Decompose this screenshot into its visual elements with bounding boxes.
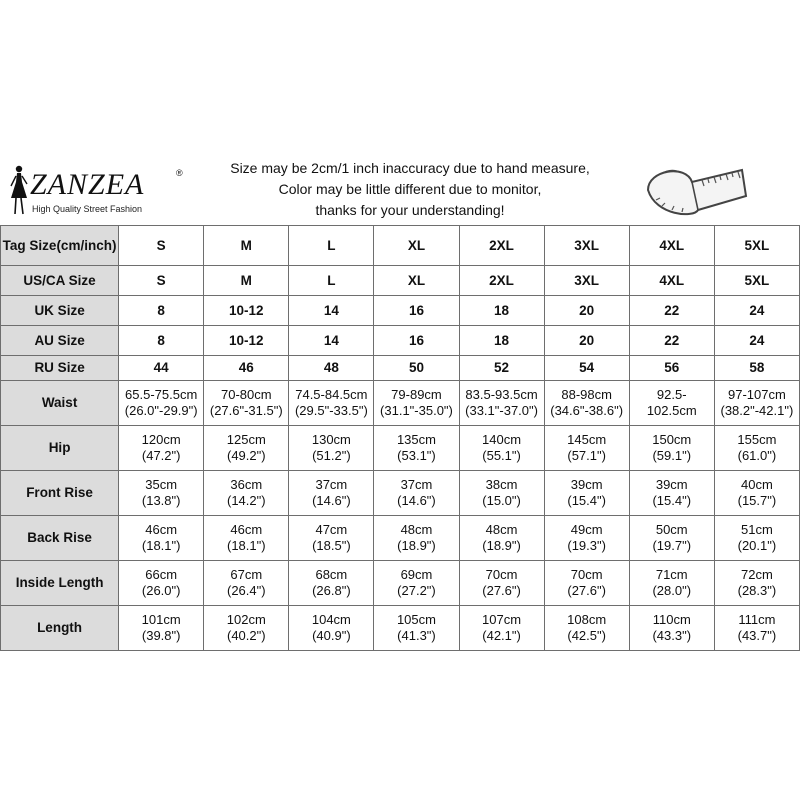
size-cell — [714, 266, 799, 296]
cell-value: 52 — [494, 360, 510, 375]
cell-value: 70cm — [485, 567, 518, 582]
row-label-text: Hip — [48, 440, 71, 455]
cell-value-secondary: (27.6") — [567, 583, 606, 598]
row-label-text: Tag Size — [2, 237, 57, 253]
cell-value: 48cm — [400, 522, 433, 537]
table-row — [1, 516, 800, 561]
size-cell — [374, 471, 459, 516]
size-cell — [119, 471, 204, 516]
cell-value: 20 — [579, 332, 595, 348]
cell-value: 49cm — [570, 522, 603, 537]
row-label — [1, 426, 119, 471]
cell-value: S — [156, 272, 166, 288]
size-cell — [629, 226, 714, 266]
cell-value: 4XL — [659, 272, 685, 288]
cell-value: 10-12 — [229, 302, 264, 318]
cell-value-secondary: (61.0") — [737, 448, 777, 463]
cell-value: 102cm — [226, 612, 266, 627]
cell-value-secondary: (19.3") — [567, 538, 606, 553]
size-cell — [204, 226, 289, 266]
size-cell — [204, 266, 289, 296]
cell-value-secondary: (13.8") — [141, 493, 181, 508]
cell-value-secondary: (26.0"-29.9") — [124, 403, 198, 418]
cell-value: 120cm — [141, 432, 181, 447]
size-cell — [204, 356, 289, 381]
cell-value: 48 — [323, 360, 339, 375]
cell-value-secondary: (43.7") — [737, 628, 777, 643]
cell-value-secondary: (28.3") — [737, 583, 777, 598]
cell-value-secondary: (26.0") — [141, 583, 181, 598]
woman-silhouette-icon — [8, 164, 30, 216]
registered-mark: ® — [176, 168, 183, 178]
size-cell — [289, 606, 374, 651]
size-cell — [544, 326, 629, 356]
size-cell — [374, 266, 459, 296]
size-cell — [629, 381, 714, 426]
cell-value-secondary: (27.2") — [397, 583, 436, 598]
cell-value-secondary: (18.1") — [141, 538, 181, 553]
cell-value: 2XL — [489, 272, 514, 288]
size-cell — [204, 471, 289, 516]
cell-value-secondary: (15.7") — [737, 493, 777, 508]
size-cell — [374, 326, 459, 356]
row-label-text: Front Rise — [26, 485, 93, 500]
cell-value: 150cm — [652, 432, 692, 447]
cell-value: 46cm — [145, 522, 178, 537]
cell-value: 5XL — [744, 272, 770, 288]
cell-value-secondary: (40.2") — [226, 628, 266, 643]
size-cell — [374, 426, 459, 471]
cell-value: 8 — [157, 302, 165, 318]
cell-value-secondary: (31.1"-35.0") — [380, 403, 453, 418]
cell-value-secondary: (14.6") — [397, 493, 436, 508]
cell-value: 110cm — [652, 612, 691, 627]
size-cell — [119, 606, 204, 651]
cell-value: 8 — [157, 332, 165, 348]
cell-value: 101cm — [141, 612, 181, 627]
size-cell — [204, 381, 289, 426]
size-cell — [459, 471, 544, 516]
size-cell — [459, 606, 544, 651]
cell-value-secondary: (18.9") — [482, 538, 521, 553]
cell-value-secondary: (43.3") — [652, 628, 692, 643]
cell-value: 20 — [579, 302, 595, 318]
row-label-text: Waist — [41, 395, 78, 410]
size-cell — [204, 561, 289, 606]
cell-value-secondary: (27.6") — [482, 583, 521, 598]
logo-wordmark: ZANZEA — [30, 168, 145, 201]
cell-value-secondary: (20.1") — [737, 538, 777, 553]
cell-value-secondary: (19.7") — [652, 538, 692, 553]
size-cell — [629, 471, 714, 516]
cell-value: 145cm — [567, 432, 607, 447]
measuring-tape-icon — [642, 156, 752, 224]
cell-value: 135cm — [396, 432, 436, 447]
cell-value-secondary: (47.2") — [141, 448, 181, 463]
size-cell — [289, 266, 374, 296]
size-cell — [544, 296, 629, 326]
cell-value-secondary: (26.4") — [226, 583, 266, 598]
size-cell — [459, 266, 544, 296]
cell-value-secondary: (59.1") — [652, 448, 692, 463]
cell-value: 72cm — [741, 567, 773, 582]
size-cell — [119, 226, 204, 266]
size-cell — [714, 426, 799, 471]
cell-value-secondary: (39.8") — [141, 628, 181, 643]
size-cell — [119, 426, 204, 471]
cell-value-secondary: 102.5cm — [646, 403, 697, 418]
size-cell — [459, 381, 544, 426]
notice-line: Size may be 2cm/1 inch inaccuracy due to hand measure, — [230, 160, 590, 176]
logo-tagline: High Quality Street Fashion — [32, 204, 143, 214]
cell-value: 111cm — [738, 612, 776, 627]
cell-value-secondary: (29.5"-33.5") — [294, 403, 368, 418]
size-cell — [289, 326, 374, 356]
size-cell — [459, 516, 544, 561]
cell-value: 125cm — [226, 432, 266, 447]
cell-value: 16 — [408, 302, 424, 318]
row-label — [1, 266, 119, 296]
cell-value: 14 — [323, 302, 339, 318]
notice-line: thanks for your understanding! — [315, 202, 505, 218]
size-cell — [289, 226, 374, 266]
size-cell — [289, 381, 374, 426]
cell-value: 38cm — [485, 477, 518, 492]
size-cell — [459, 426, 544, 471]
cell-value: 5XL — [744, 237, 770, 253]
cell-value-secondary: (33.1"-37.0") — [465, 403, 538, 418]
size-cell — [289, 561, 374, 606]
size-cell — [629, 326, 714, 356]
size-cell — [204, 326, 289, 356]
cell-value: 69cm — [400, 567, 433, 582]
size-cell — [204, 516, 289, 561]
cell-value: 18 — [494, 302, 510, 318]
cell-value: 18 — [494, 332, 510, 348]
cell-value: 79-89cm — [391, 387, 442, 402]
cell-value-secondary: (55.1") — [482, 448, 521, 463]
cell-value: 140cm — [482, 432, 522, 447]
size-cell — [119, 266, 204, 296]
size-cell — [459, 296, 544, 326]
cell-value: 67cm — [230, 567, 263, 582]
cell-value-secondary: (26.8") — [312, 583, 351, 598]
cell-value-secondary: (51.2") — [312, 448, 351, 463]
brand-logo — [8, 162, 183, 218]
size-cell — [544, 381, 629, 426]
size-cell — [714, 381, 799, 426]
table-row — [1, 606, 800, 651]
cell-value: 37cm — [400, 477, 433, 492]
cell-value: M — [240, 272, 252, 288]
cell-value: 155cm — [737, 432, 777, 447]
size-cell — [289, 426, 374, 471]
size-cell — [374, 356, 459, 381]
cell-value: 105cm — [396, 612, 436, 627]
table-row — [1, 226, 800, 266]
cell-value-secondary: (15.4") — [567, 493, 606, 508]
cell-value: M — [240, 237, 252, 253]
cell-value: 97-107cm — [727, 387, 786, 402]
cell-value: 24 — [749, 332, 765, 348]
size-cell — [119, 326, 204, 356]
row-label — [1, 606, 119, 651]
cell-value: 37cm — [315, 477, 348, 492]
cell-value: 4XL — [659, 237, 685, 253]
table-row — [1, 471, 800, 516]
row-label — [1, 381, 119, 426]
table-row — [1, 381, 800, 426]
cell-value: 130cm — [311, 432, 351, 447]
cell-value: 22 — [664, 302, 680, 318]
cell-value-secondary: (14.6") — [312, 493, 351, 508]
size-cell — [544, 471, 629, 516]
size-cell — [204, 606, 289, 651]
cell-value: 108cm — [567, 612, 607, 627]
size-cell — [629, 266, 714, 296]
cell-value-secondary: (18.9") — [397, 538, 436, 553]
size-cell — [374, 561, 459, 606]
size-cell — [374, 516, 459, 561]
cell-value: 39cm — [655, 477, 688, 492]
cell-value-secondary: (15.0") — [482, 493, 521, 508]
cell-value: 92.5- — [656, 387, 687, 402]
cell-value: 66cm — [145, 567, 178, 582]
size-chart — [0, 152, 800, 648]
table-row — [1, 356, 800, 381]
size-cell — [629, 356, 714, 381]
cell-value: 50 — [408, 360, 424, 375]
cell-value: 14 — [323, 332, 339, 348]
size-cell — [374, 296, 459, 326]
size-cell — [119, 561, 204, 606]
size-cell — [119, 516, 204, 561]
cell-value: 104cm — [311, 612, 351, 627]
size-cell — [714, 606, 799, 651]
cell-value-secondary: (18.5") — [312, 538, 351, 553]
cell-value: 68cm — [315, 567, 348, 582]
row-label-text: AU Size — [34, 332, 85, 348]
row-label-text: US/CA Size — [23, 272, 96, 288]
cell-value: 83.5-93.5cm — [465, 387, 538, 402]
table-row — [1, 326, 800, 356]
size-cell — [119, 381, 204, 426]
row-label-text: Back Rise — [27, 530, 92, 545]
size-cell — [289, 356, 374, 381]
row-label — [1, 296, 119, 326]
size-cell — [204, 296, 289, 326]
cell-value: 47cm — [315, 522, 348, 537]
cell-value: 74.5-84.5cm — [295, 387, 368, 402]
cell-value-secondary: (15.4") — [652, 493, 692, 508]
row-label — [1, 326, 119, 356]
cell-value: 39cm — [570, 477, 603, 492]
size-cell — [204, 426, 289, 471]
size-cell — [544, 266, 629, 296]
size-cell — [629, 606, 714, 651]
size-cell — [459, 326, 544, 356]
size-cell — [629, 296, 714, 326]
cell-value-secondary: (42.5") — [567, 628, 606, 643]
row-label — [1, 356, 119, 381]
cell-value-secondary: (34.6"-38.6") — [550, 403, 624, 418]
size-cell — [459, 561, 544, 606]
cell-value-secondary: (40.9") — [312, 628, 351, 643]
cell-value: 22 — [664, 332, 680, 348]
cell-value: 3XL — [574, 237, 600, 253]
measurement-notice — [200, 158, 620, 221]
size-cell — [289, 516, 374, 561]
table-row — [1, 296, 800, 326]
size-cell — [714, 226, 799, 266]
size-cell — [629, 426, 714, 471]
cell-value: 88-98cm — [561, 387, 612, 402]
cell-value-secondary: (49.2") — [226, 448, 266, 463]
cell-value: 36cm — [230, 477, 263, 492]
size-cell — [629, 561, 714, 606]
cell-value-secondary: (14.2") — [226, 493, 266, 508]
size-cell — [714, 561, 799, 606]
cell-value: 2XL — [489, 237, 514, 253]
cell-value: XL — [407, 272, 426, 288]
size-cell — [289, 296, 374, 326]
cell-value: 56 — [664, 360, 680, 375]
row-label-text: UK Size — [34, 302, 85, 318]
size-cell — [544, 516, 629, 561]
cell-value-secondary: (38.2"-42.1") — [720, 403, 794, 418]
cell-value: 70-80cm — [220, 387, 272, 402]
row-label-text: RU Size — [34, 360, 85, 375]
table-row — [1, 561, 800, 606]
size-cell — [714, 356, 799, 381]
cell-value-secondary: (41.3") — [397, 628, 436, 643]
size-cell — [714, 471, 799, 516]
cell-value-secondary: (53.1") — [397, 448, 436, 463]
cell-value-secondary: (27.6"-31.5") — [209, 403, 283, 418]
size-cell — [374, 381, 459, 426]
cell-value-secondary: (28.0") — [652, 583, 692, 598]
size-cell — [459, 356, 544, 381]
size-cell — [544, 426, 629, 471]
cell-value: L — [327, 237, 336, 253]
cell-value: 65.5-75.5cm — [125, 387, 198, 402]
size-cell — [374, 606, 459, 651]
cell-value: 10-12 — [229, 332, 264, 348]
cell-value: 16 — [408, 332, 424, 348]
size-cell — [714, 516, 799, 561]
size-cell — [119, 356, 204, 381]
cell-value-secondary: (42.1") — [482, 628, 521, 643]
row-label-text: (cm/inch) — [56, 237, 117, 253]
cell-value: 54 — [579, 360, 595, 375]
cell-value: 51cm — [741, 522, 773, 537]
cell-value: 71cm — [655, 567, 688, 582]
cell-value: 58 — [749, 360, 765, 375]
table-row — [1, 266, 800, 296]
size-cell — [544, 606, 629, 651]
row-label — [1, 471, 119, 516]
row-label-text: Length — [37, 620, 83, 635]
cell-value: L — [327, 272, 336, 288]
cell-value: 3XL — [574, 272, 600, 288]
size-cell — [629, 516, 714, 561]
table-row — [1, 426, 800, 471]
size-cell — [544, 226, 629, 266]
size-cell — [544, 561, 629, 606]
cell-value: 40cm — [741, 477, 773, 492]
size-cell — [119, 296, 204, 326]
cell-value: 70cm — [570, 567, 603, 582]
cell-value: 48cm — [485, 522, 518, 537]
cell-value-secondary: (57.1") — [567, 448, 606, 463]
row-label — [1, 561, 119, 606]
cell-value: 24 — [749, 302, 765, 318]
cell-value: 46 — [238, 360, 254, 375]
row-label-text: Inside Length — [15, 575, 104, 590]
cell-value: 46cm — [230, 522, 263, 537]
cell-value: 107cm — [482, 612, 522, 627]
cell-value: S — [156, 237, 166, 253]
size-cell — [714, 326, 799, 356]
cell-value: 35cm — [145, 477, 178, 492]
size-table — [0, 225, 800, 651]
size-cell — [544, 356, 629, 381]
notice-line: Color may be little different due to monitor, — [278, 181, 542, 197]
row-label — [1, 226, 119, 266]
cell-value: 50cm — [655, 522, 688, 537]
size-cell — [374, 226, 459, 266]
cell-value: 44 — [153, 360, 169, 375]
size-cell — [459, 226, 544, 266]
cell-value: XL — [407, 237, 426, 253]
header — [0, 152, 800, 225]
size-cell — [289, 471, 374, 516]
size-cell — [714, 296, 799, 326]
row-label — [1, 516, 119, 561]
cell-value-secondary: (18.1") — [226, 538, 266, 553]
